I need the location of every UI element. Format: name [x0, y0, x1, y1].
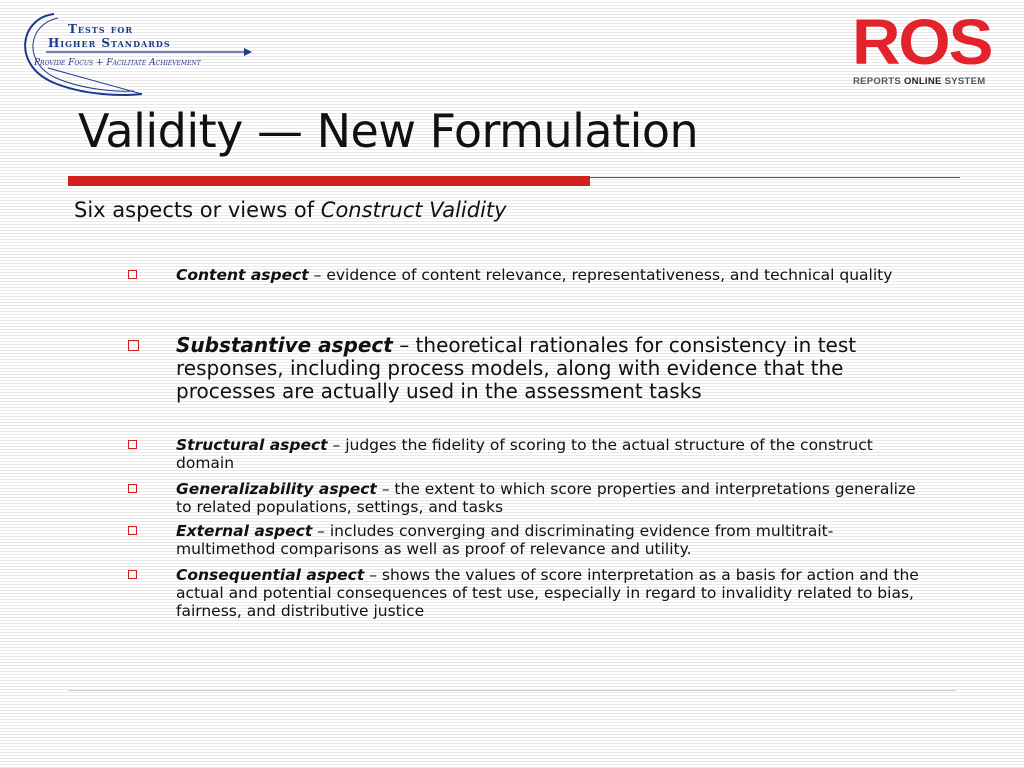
bullet-text — [176, 480, 928, 516]
bullet-term: Structural aspect — [176, 436, 328, 454]
tfhs-logo-line2: Higher Standards — [48, 36, 171, 50]
bullet-description: – shows the values of score interpretation as a basis for action and the actual and potential consequences of test use, especially in regard to invalidity related to bias, fairness, and distributive justice — [176, 566, 919, 620]
bullet-text — [176, 566, 928, 620]
ros-logo-subtitle — [853, 76, 985, 87]
tfhs-logo-line1: Tests for — [68, 22, 134, 36]
bullet-description: – evidence of content relevance, representativeness, and technical quality — [308, 266, 893, 284]
bullet-term: Substantive aspect — [176, 333, 393, 357]
bullet-text — [176, 334, 928, 403]
bullet-term: Consequential aspect — [176, 566, 365, 584]
ros-logo-mark: ROS — [852, 6, 992, 78]
bullet-text — [176, 266, 928, 284]
bullet-description: – includes converging and discriminating evidence from multitrait-multimethod comparisons as well as proof of relevance and utility. — [176, 522, 834, 558]
slide-subtitle — [74, 198, 507, 222]
bullet-text — [176, 436, 928, 472]
tfhs-swoosh-icon — [14, 8, 254, 100]
hollow-square-bullet-icon — [128, 440, 137, 449]
bullet-text — [176, 522, 928, 558]
bullet-description: – theoretical rationales for consistency in test responses, including process models, along with evidence that the processes are actually used in the assessment tasks — [176, 333, 857, 403]
tfhs-logo — [14, 8, 254, 100]
tfhs-logo-tagline: Provide Focus + Facilitate Achievement — [34, 58, 201, 68]
title-rule-thick — [68, 176, 590, 186]
ros-sub-right: SYSTEM — [941, 76, 986, 87]
hollow-square-bullet-icon — [128, 270, 137, 279]
bullet-term: External aspect — [176, 522, 313, 540]
subtitle-plain: Six aspects or views of — [74, 198, 321, 222]
slide-title: Validity — New Formulation — [78, 104, 699, 158]
hollow-square-bullet-icon — [128, 340, 139, 351]
hollow-square-bullet-icon — [128, 570, 137, 579]
subtitle-italic: Construct Validity — [320, 198, 507, 222]
bullet-term: Generalizability aspect — [176, 480, 377, 498]
bullet-term: Content aspect — [176, 266, 309, 284]
ros-sub-mid: ONLINE — [903, 76, 942, 87]
hollow-square-bullet-icon — [128, 484, 137, 493]
bullet-description: – judges the fidelity of scoring to the actual structure of the construct domain — [176, 436, 873, 472]
bullet-description: – the extent to which score properties and interpretations generalize to related populations, settings, and tasks — [176, 480, 916, 516]
hollow-square-bullet-icon — [128, 526, 137, 535]
title-rule-thin — [590, 177, 960, 178]
ros-logo — [850, 6, 1010, 94]
bottom-rule — [68, 690, 956, 691]
ros-sub-left: REPORTS — [853, 76, 904, 87]
